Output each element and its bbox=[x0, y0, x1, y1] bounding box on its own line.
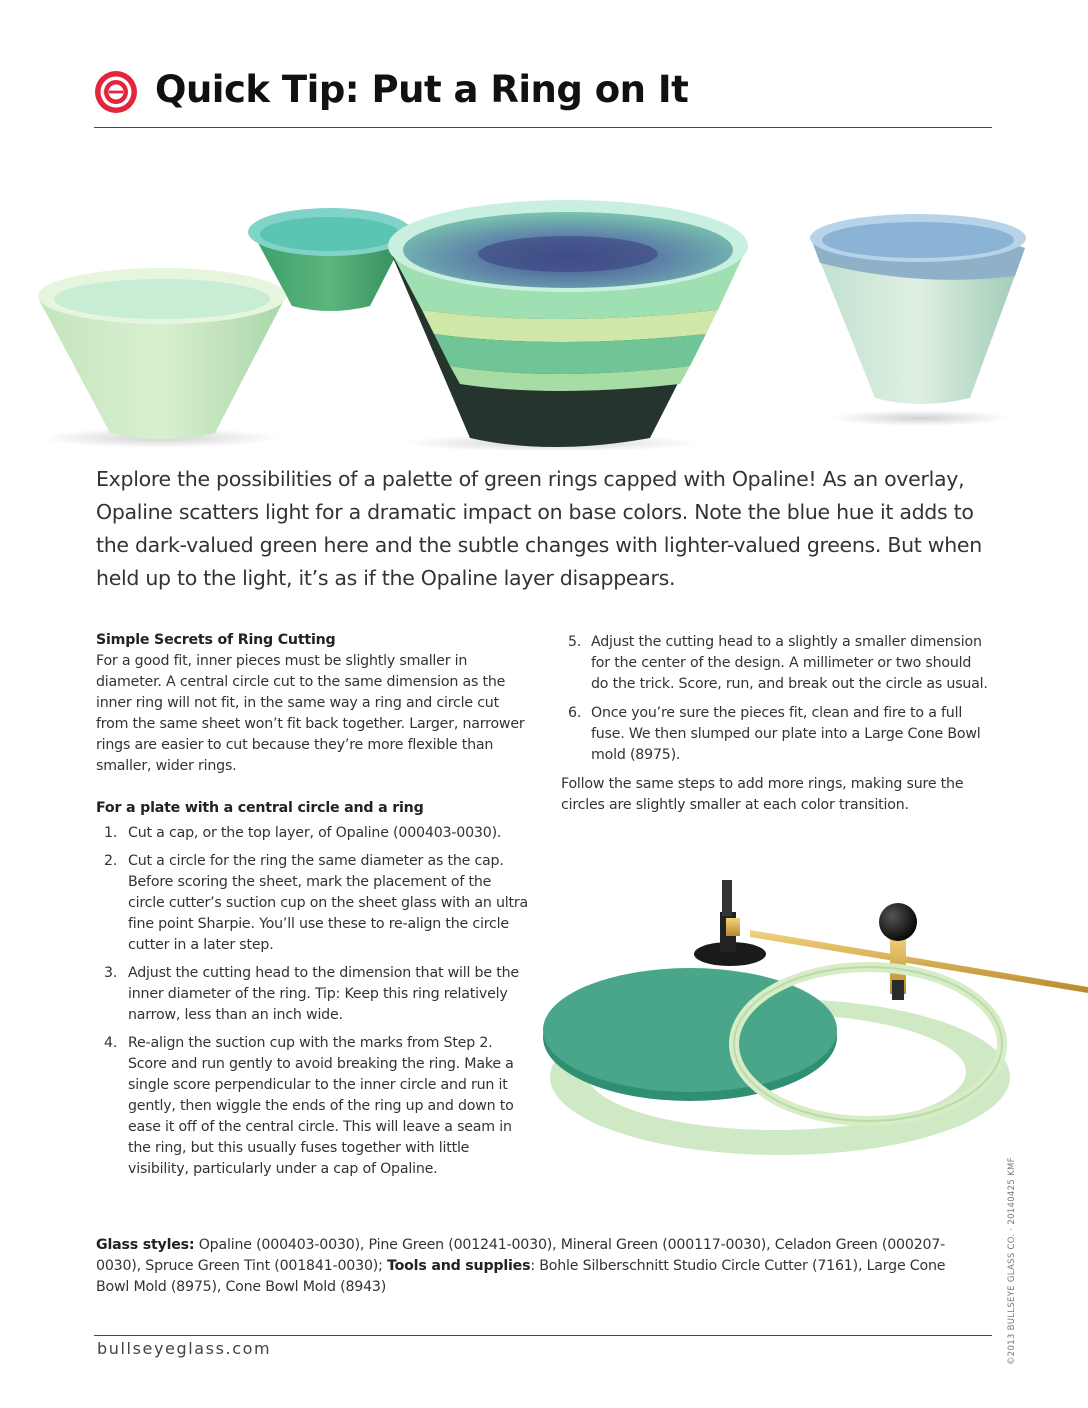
step-text: Adjust the cutting head to the dimension that will be the inner diameter of the ring. Tip: Keep this ring relatively narrow, less than an inch wide. bbox=[128, 965, 519, 1023]
glass-styles-text: Opaline (000403-0030), Pine Green (001241-0030), Mineral Green (000117-0030), Celadon Green (000207-0030), Spruce Green Tint (001841-0030); bbox=[96, 1237, 946, 1274]
glass-styles-label: Glass styles: bbox=[96, 1237, 195, 1253]
secrets-heading: Simple Secrets of Ring Cutting bbox=[96, 632, 336, 648]
step-number: 1. bbox=[104, 825, 118, 841]
footer-divider bbox=[94, 1335, 992, 1336]
follow-paragraph: Follow the same steps to add more rings, making sure the circles are slightly smaller at each color transition. bbox=[561, 776, 964, 813]
step-text: Cut a circle for the ring the same diameter as the cap. Before scoring the sheet, mark the placement of the circle cutter’s suction cup on the sheet glass with an ultra fine point Sharpie. You’ll use these to re-align the circle cutter in a later step. bbox=[128, 853, 528, 953]
step-text: Adjust the cutting head to a slightly a smaller dimension for the center of the design. A millimeter or two should do the trick. Score, run, and break out the circle as usual. bbox=[591, 634, 988, 692]
supplies-paragraph bbox=[96, 1235, 976, 1298]
list-item bbox=[561, 632, 989, 695]
secrets-body: For a good fit, inner pieces must be slightly smaller in diameter. A central circle cut to the same dimension as the inner ring will not fit, in the same way a ring and circle cut from the same sheet won’t fit back together. Larger, narrower rings are easier to cut because they’re more flexible than smaller, wider rings. bbox=[96, 653, 525, 774]
step-text: Once you’re sure the pieces fit, clean and fire to a full fuse. We then slumped our plate into a Large Cone Bowl mold (8975). bbox=[591, 705, 981, 763]
circle-cutter-photo bbox=[540, 862, 1088, 1170]
step-number: 5. bbox=[568, 634, 582, 650]
website-link[interactable]: bullseyeglass.com bbox=[97, 1339, 272, 1358]
step-number: 2. bbox=[104, 853, 118, 869]
step-number: 4. bbox=[104, 1035, 118, 1051]
bullseye-logo-icon bbox=[94, 70, 138, 114]
list-item bbox=[561, 703, 989, 766]
step-number: 3. bbox=[104, 965, 118, 981]
tools-text: : Bohle Silberschnitt Studio Circle Cutter (7161), Large Cone Bowl Mold (8975), Cone Bowl Mold (8943) bbox=[96, 1258, 946, 1295]
intro-paragraph: Explore the possibilities of a palette of green rings capped with Opaline! As an overlay, Opaline scatters light for a dramatic impact on base colors. Note the blue hue it adds to the dark-valued green here and the subtle changes with lighter-valued greens. But when held up to the light, it’s as if the Opaline layer disappears. bbox=[96, 467, 982, 590]
list-item bbox=[96, 1033, 530, 1180]
left-column bbox=[96, 630, 530, 1187]
tools-label: Tools and supplies bbox=[387, 1258, 531, 1274]
list-item bbox=[96, 851, 530, 956]
steps-list-right bbox=[561, 632, 989, 766]
step-text: Re-align the suction cup with the marks from Step 2. Score and run gently to avoid breaking the ring. Make a single score perpendicular to the inner circle and run it gently, then wiggle the ends of the ring up and down to ease it off of the central circle. This will leave a seam in the ring, but this usually fuses together with little visibility, particularly under a cap of Opaline. bbox=[128, 1035, 514, 1177]
copyright-notice: ©2013 BULLSEYE GLASS CO. · 20140425 KMF bbox=[1007, 1157, 1017, 1365]
plate-heading: For a plate with a central circle and a ring bbox=[96, 800, 424, 816]
steps-list-left bbox=[96, 823, 530, 1180]
step-text: Cut a cap, or the top layer, of Opaline (000403-0030). bbox=[128, 825, 502, 841]
list-item bbox=[96, 963, 530, 1026]
list-item bbox=[96, 823, 530, 844]
bowls-photo bbox=[30, 188, 1070, 450]
step-number: 6. bbox=[568, 705, 582, 721]
page-title: Quick Tip: Put a Ring on It bbox=[155, 68, 689, 111]
header-divider bbox=[94, 127, 992, 128]
right-column bbox=[561, 632, 989, 816]
